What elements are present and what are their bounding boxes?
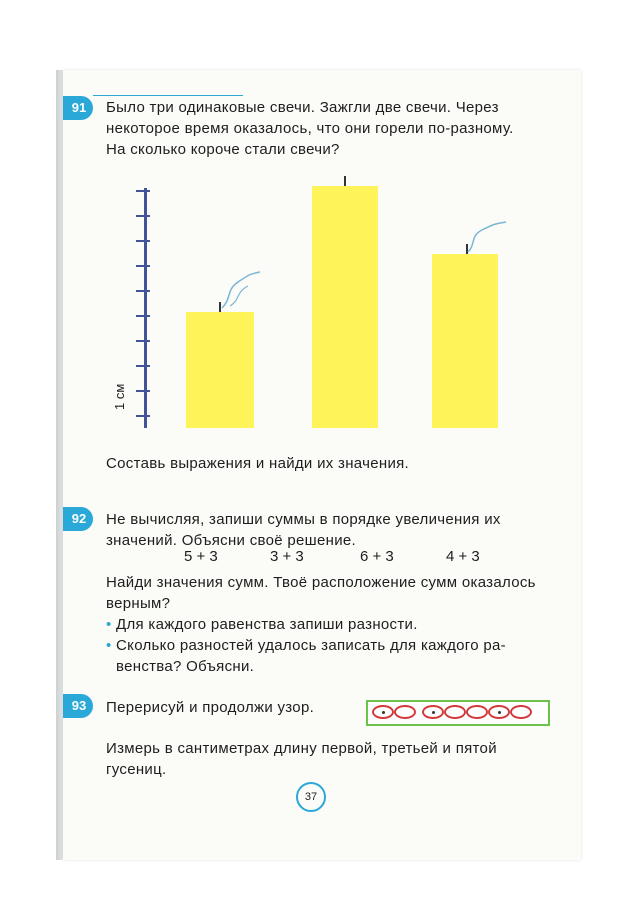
sum-expression: 3 + 3	[270, 548, 304, 565]
text-line: некоторое время оказалось, что они горели по-разному.	[106, 120, 514, 137]
text-line: гусениц.	[106, 761, 167, 778]
sum-expression: 6 + 3	[360, 548, 394, 565]
wax-drip	[186, 312, 202, 356]
ruler-tick	[136, 365, 150, 367]
axis-label: 1 см	[112, 383, 127, 410]
eye-dot	[382, 711, 385, 714]
eye-dot	[498, 711, 501, 714]
eye-dot	[432, 711, 435, 714]
caterpillar-segment	[422, 705, 444, 719]
bullet-text: венства? Объясни.	[116, 658, 255, 675]
text-line: Найди значения сумм. Твоё расположение сумм оказалось	[106, 574, 536, 591]
task-91-text	[106, 97, 564, 160]
bullet-text: Сколько разностей удалось записать для каждого ра-	[116, 637, 506, 654]
task-92-text	[106, 509, 564, 551]
bullet-icon: •	[106, 637, 117, 654]
task-number: 93	[71, 698, 87, 713]
ruler-tick	[136, 265, 150, 267]
bullet-text: Для каждого равенства запиши разности.	[116, 616, 418, 633]
text-line: Не вычисляя, запиши суммы в порядке увеличения их	[106, 511, 501, 528]
task-91-instruction: Составь выражения и найди их значения.	[106, 455, 410, 472]
text-line: На сколько короче стали свечи?	[106, 141, 340, 158]
ruler-tick	[136, 240, 150, 242]
text-line: Измерь в сантиметрах длину первой, третьей и пятой	[106, 740, 497, 757]
measuring-ruler	[144, 188, 147, 428]
text-line: значений. Объясни своё решение.	[106, 532, 356, 549]
ruler-tick	[136, 190, 150, 192]
caterpillar-segment	[510, 705, 532, 719]
ruler-tick	[136, 390, 150, 392]
smoke-icon	[466, 220, 510, 254]
wax-drip	[432, 254, 446, 306]
caterpillar-segment	[466, 705, 488, 719]
bullet-item	[106, 614, 564, 635]
caterpillar-segment	[394, 705, 416, 719]
ruler-tick	[136, 340, 150, 342]
text-line: Было три одинаковые свечи. Зажгли две свечи. Через	[106, 99, 499, 116]
ruler-tick	[136, 315, 150, 317]
task-number: 92	[71, 511, 87, 526]
unlit-candle	[312, 186, 378, 428]
ruler-tick	[136, 215, 150, 217]
badge-underline	[93, 95, 243, 96]
task-number: 91	[71, 100, 87, 115]
task-92-followup	[106, 572, 564, 677]
bullet-item	[106, 635, 564, 656]
wax-drip	[212, 312, 226, 346]
sum-expression: 5 + 3	[184, 548, 218, 565]
ruler-tick	[136, 290, 150, 292]
bullet-icon: •	[106, 616, 117, 633]
task-93-instruction	[106, 738, 564, 780]
caterpillar-segment	[372, 705, 394, 719]
caterpillar-segment	[444, 705, 466, 719]
wax-drip	[238, 312, 254, 360]
wax-drip	[482, 254, 498, 300]
task-93-text: Перерисуй и продолжи узор.	[106, 699, 315, 716]
ruler-tick	[136, 415, 150, 417]
sum-expression: 4 + 3	[446, 548, 480, 565]
caterpillar-pattern	[366, 700, 550, 726]
candle-wick	[344, 176, 346, 186]
text-line: верным?	[106, 595, 171, 612]
wax-drip	[458, 254, 470, 294]
page-number: 37	[296, 782, 326, 812]
smoke-icon	[220, 270, 270, 310]
caterpillar-segment	[488, 705, 510, 719]
